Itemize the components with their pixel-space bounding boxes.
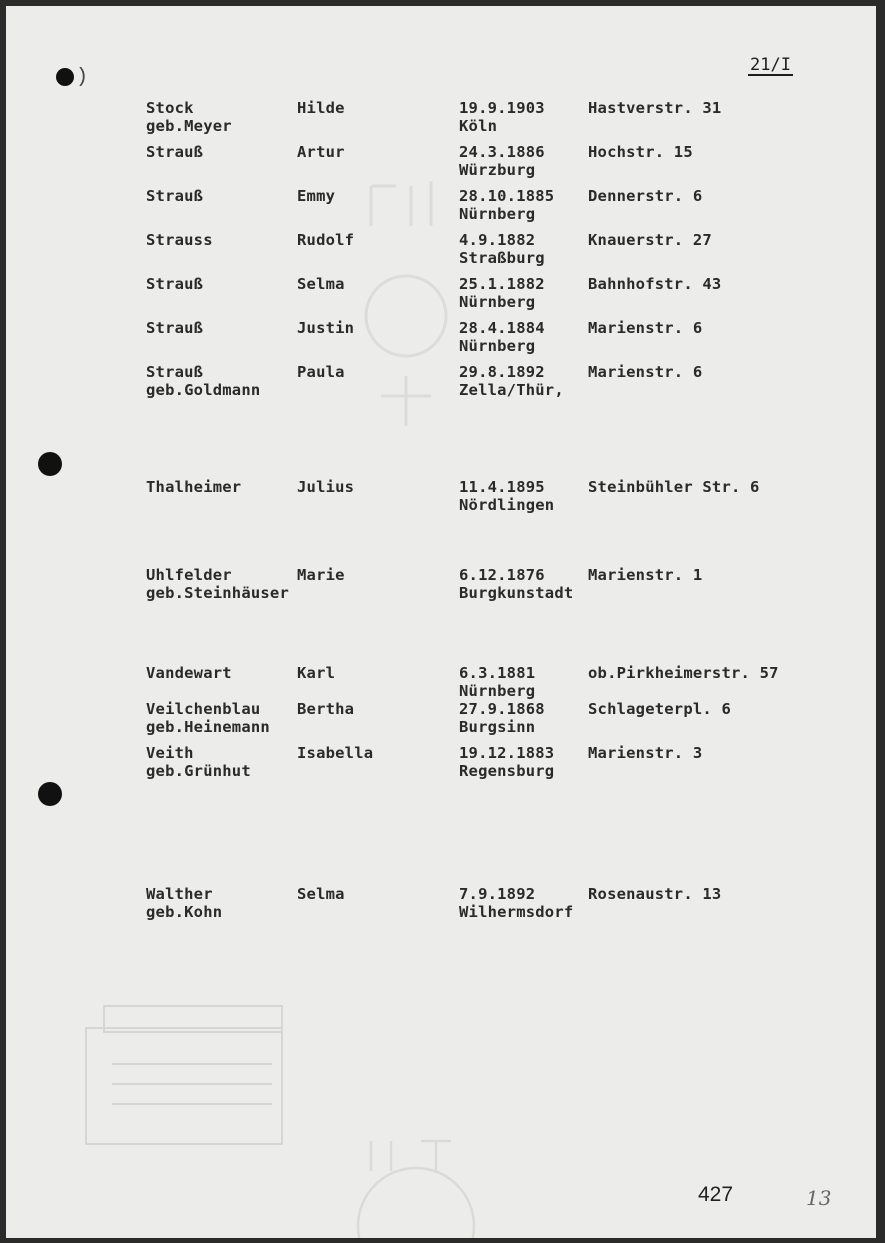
entry-address: Dennerstr. 6 — [588, 187, 703, 205]
entry-birth-place: Wilhermsdorf — [459, 903, 574, 921]
faint-stamp-mark — [82, 1004, 286, 1146]
punch-hole-top — [56, 68, 74, 86]
entry-surname: Thalheimer — [146, 478, 242, 496]
entry-birth-date: 24.3.1886 — [459, 143, 545, 161]
entry-birth-date: 19.9.1903 — [459, 99, 545, 117]
entry-birth-place: Burgsinn — [459, 718, 536, 736]
punch-hole-lower — [38, 782, 62, 806]
entry-birth-place: Regensburg — [459, 762, 555, 780]
entry-surname: Strauß — [146, 143, 204, 161]
register-entry — [146, 700, 876, 744]
register-entry — [146, 275, 876, 319]
entry-given-name: Emmy — [297, 187, 336, 205]
entry-birth-date: 6.3.1881 — [459, 664, 536, 682]
register-entry — [146, 566, 876, 610]
entry-birth-date: 25.1.1882 — [459, 275, 545, 293]
entry-address: Hastverstr. 31 — [588, 99, 722, 117]
entry-address: Knauerstr. 27 — [588, 231, 712, 249]
pencil-annotation: 13 — [806, 1186, 832, 1210]
entry-birth-date: 28.10.1885 — [459, 187, 555, 205]
entry-address: ob.Pirkheimerstr. 57 — [588, 664, 779, 682]
entry-maiden-name: geb.Kohn — [146, 903, 223, 921]
entry-birth-place: Zella/Thür, — [459, 381, 564, 399]
entry-address: Hochstr. 15 — [588, 143, 693, 161]
entry-birth-place: Köln — [459, 117, 498, 135]
entry-given-name: Marie — [297, 566, 345, 584]
entry-birth-date: 29.8.1892 — [459, 363, 545, 381]
entry-address: Steinbühler Str. 6 — [588, 478, 760, 496]
entry-maiden-name: geb.Heinemann — [146, 718, 270, 736]
entry-given-name: Hilde — [297, 99, 345, 117]
entry-surname: Veith — [146, 744, 194, 762]
entry-given-name: Selma — [297, 275, 345, 293]
entry-given-name: Artur — [297, 143, 345, 161]
register-entry — [146, 478, 876, 522]
entry-surname: Stock — [146, 99, 194, 117]
register-entry — [146, 319, 876, 363]
entry-given-name: Isabella — [297, 744, 374, 762]
entry-address: Marienstr. 1 — [588, 566, 703, 584]
register-entry — [146, 143, 876, 187]
entry-birth-date: 11.4.1895 — [459, 478, 545, 496]
entry-surname: Strauß — [146, 319, 204, 337]
entry-surname: Veilchenblau — [146, 700, 261, 718]
entry-given-name: Justin — [297, 319, 355, 337]
entry-birth-date: 19.12.1883 — [459, 744, 555, 762]
entry-surname: Walther — [146, 885, 213, 903]
faint-seal-mark — [351, 1131, 481, 1238]
entry-birth-place: Würzburg — [459, 161, 536, 179]
punch-hole-middle — [38, 452, 62, 476]
paren-mark: ) — [76, 66, 89, 89]
entry-birth-place: Burgkunstadt — [459, 584, 574, 602]
entry-surname: Uhlfelder — [146, 566, 232, 584]
register-entry — [146, 231, 876, 275]
entry-birth-place: Nürnberg — [459, 205, 536, 223]
entry-maiden-name: geb.Grünhut — [146, 762, 251, 780]
entry-surname: Strauß — [146, 187, 204, 205]
entry-birth-place: Nördlingen — [459, 496, 555, 514]
entry-address: Marienstr. 3 — [588, 744, 703, 762]
entry-birth-date: 6.12.1876 — [459, 566, 545, 584]
entry-address: Marienstr. 6 — [588, 363, 703, 381]
register-entry — [146, 744, 876, 788]
entry-birth-date: 27.9.1868 — [459, 700, 545, 718]
entry-maiden-name: geb.Meyer — [146, 117, 232, 135]
entry-surname: Strauss — [146, 231, 213, 249]
document-page — [6, 6, 876, 1238]
entry-birth-place: Nürnberg — [459, 337, 536, 355]
folio-number: 21/I — [750, 55, 791, 75]
entry-birth-place: Nürnberg — [459, 293, 536, 311]
entry-given-name: Julius — [297, 478, 355, 496]
entry-given-name: Selma — [297, 885, 345, 903]
entry-surname: Strauß — [146, 275, 204, 293]
register-entry — [146, 187, 876, 231]
entry-surname: Vandewart — [146, 664, 232, 682]
entry-birth-date: 4.9.1882 — [459, 231, 536, 249]
register-entry — [146, 363, 876, 407]
entry-address: Marienstr. 6 — [588, 319, 703, 337]
register-entry — [146, 885, 876, 929]
entry-birth-date: 28.4.1884 — [459, 319, 545, 337]
entry-address: Rosenaustr. 13 — [588, 885, 722, 903]
entry-surname: Strauß — [146, 363, 204, 381]
entry-given-name: Paula — [297, 363, 345, 381]
entry-given-name: Rudolf — [297, 231, 355, 249]
entry-address: Schlageterpl. 6 — [588, 700, 731, 718]
entry-birth-place: Straßburg — [459, 249, 545, 267]
entry-given-name: Karl — [297, 664, 336, 682]
entry-maiden-name: geb.Steinhäuser — [146, 584, 289, 602]
register-entry — [146, 99, 876, 143]
entry-given-name: Bertha — [297, 700, 355, 718]
entry-birth-place: Nürnberg — [459, 682, 536, 700]
page-number: 427 — [698, 1183, 734, 1206]
entry-address: Bahnhofstr. 43 — [588, 275, 722, 293]
entry-birth-date: 7.9.1892 — [459, 885, 536, 903]
entry-maiden-name: geb.Goldmann — [146, 381, 261, 399]
